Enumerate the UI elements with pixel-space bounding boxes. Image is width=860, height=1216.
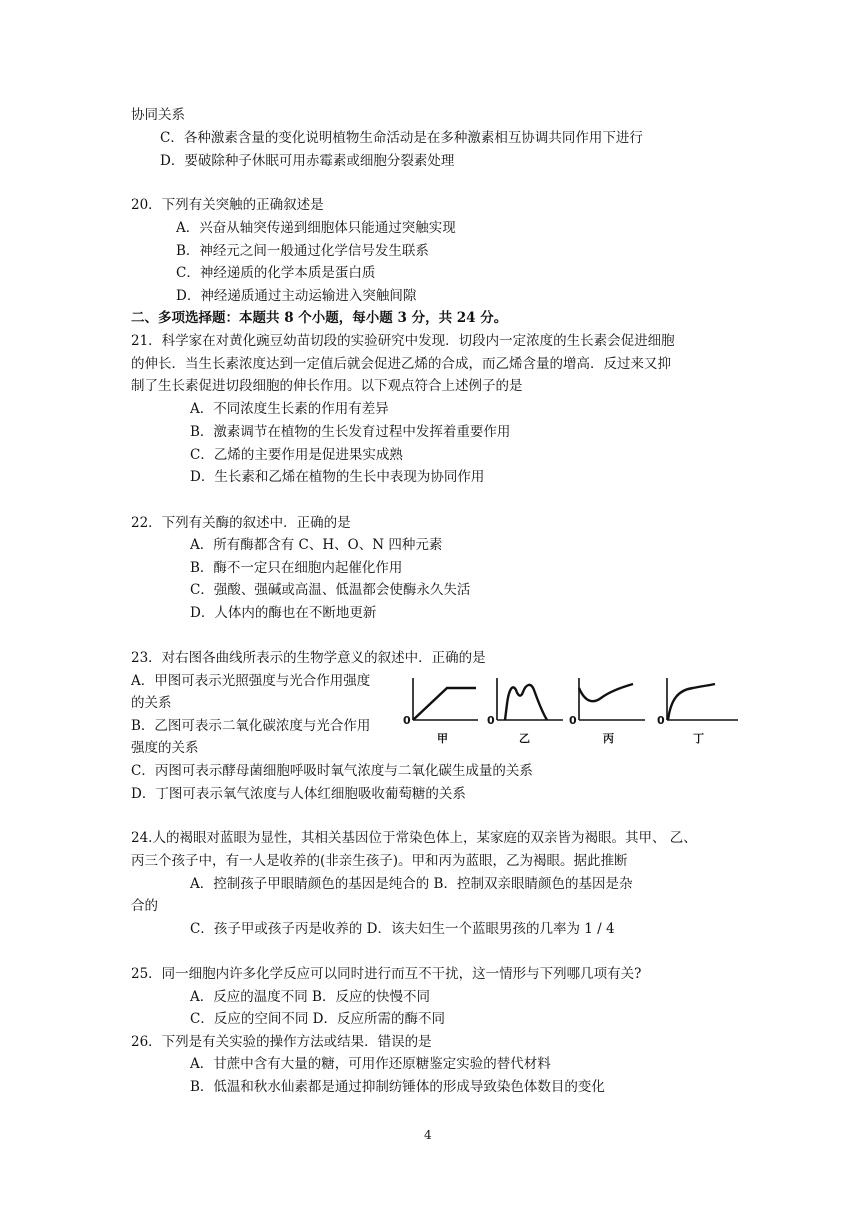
curve-ding xyxy=(668,684,715,720)
question-25: 25．同一细胞内许多化学反应可以同时进行而互不干扰，这一情形与下列哪几项有关? xyxy=(131,966,642,982)
question-22: 22．下列有关酶的叙述中．正确的是 xyxy=(131,515,351,531)
curve-jia xyxy=(413,688,476,720)
option-line: C．反应的空间不同 D．反应所需的酶不同 xyxy=(190,1011,445,1027)
option-line: B．神经元之间一般通过化学信号发生联系 xyxy=(176,243,429,259)
option-line: A．控制孩子甲眼睛颜色的基因是纯合的 B．控制双亲眼睛颜色的基因是杂 xyxy=(190,876,633,892)
option-line: C．孩子甲或孩子丙是收养的 D．该夫妇生一个蓝眼男孩的几率为 1 / 4 xyxy=(190,921,615,937)
option-line: B．酶不一定只在细胞内起催化作用 xyxy=(190,560,403,576)
option-line: D．人体内的酶也在不断地更新 xyxy=(190,605,377,621)
origin-label: 0 xyxy=(487,714,495,727)
option-line: 合的 xyxy=(131,898,158,914)
origin-label: 0 xyxy=(569,714,577,727)
question-21-cont: 制了生长素促进切段细胞的伸长作用。以下观点符合上述例子的是 xyxy=(131,378,523,394)
page-number: 4 xyxy=(424,1128,432,1142)
option-line: A．不同浓度生长素的作用有差异 xyxy=(190,401,389,417)
option-line: D．神经递质通过主动运输进入突触间隙 xyxy=(176,288,417,304)
question-23: 23．对右图各曲线所表示的生物学意义的叙述中．正确的是 xyxy=(131,650,486,666)
option-line: 的关系 xyxy=(131,695,172,711)
option-line: B．激素调节在植物的生长发育过程中发挥着重要作用 xyxy=(190,424,511,440)
option-line: C．丙图可表示酵母菌细胞呼吸时氧气浓度与二氧化碳生成量的关系 xyxy=(131,763,533,779)
origin-label: 0 xyxy=(403,714,411,727)
option-line: D．生长素和乙烯在植物的生长中表现为协同作用 xyxy=(190,469,485,485)
curve-yi xyxy=(505,685,547,720)
graph-label-bing: 丙 xyxy=(603,732,614,745)
option-line: A．所有酶都含有 C、H、O、N 四种元素 xyxy=(190,537,443,553)
option-line: B．乙图可表示二氧化碳浓度与光合作用 xyxy=(131,718,371,734)
text-line: 协同关系 xyxy=(131,107,185,123)
graph-bing xyxy=(579,678,645,720)
option-line: C．神经递质的化学本质是蛋白质 xyxy=(176,265,376,281)
option-line: A．甘蔗中含有大量的糖，可用作还原糖鉴定实验的替代材料 xyxy=(190,1056,551,1072)
question-24: 24.人的褐眼对蓝眼为显性，其相关基因位于常染色体上，某家庭的双亲皆为褐眼。其甲、 乙、 xyxy=(131,830,697,846)
option-line: A．反应的温度不同 B．反应的快慢不同 xyxy=(190,989,430,1005)
graph-jia xyxy=(413,678,478,720)
question-24-cont: 丙三个孩子中，有一人是收养的(非亲生孩子)。甲和丙为蓝眼，乙为褐眼。据此推断 xyxy=(131,853,628,869)
option-line: C．乙烯的主要作用是促进果实成熟 xyxy=(190,447,403,463)
curve-bing xyxy=(579,684,633,701)
curve-figures xyxy=(403,668,748,748)
section-heading: 二、多项选择题：本题共 8 个小题，每小题 3 分，共 24 分。 xyxy=(131,310,508,326)
option-line: C．强酸、强碱或高温、低温都会使酶永久失活 xyxy=(190,582,471,598)
curve-figures-svg xyxy=(403,668,748,748)
option-line: B．低温和秋水仙素都是通过抑制纺锤体的形成导致染色体数目的变化 xyxy=(190,1079,605,1095)
question-21: 21．科学家在对黄化豌豆幼苗切段的实验研究中发现．切段内一定浓度的生长素会促进细胞 xyxy=(131,333,675,349)
question-20: 20．下列有关突触的正确叙述是 xyxy=(131,197,324,213)
option-line: A．兴奋从轴突传递到细胞体只能通过突触实现 xyxy=(176,220,456,236)
graph-label-ding: 丁 xyxy=(693,732,704,745)
option-line: A．甲图可表示光照强度与光合作用强度 xyxy=(131,673,371,689)
option-line: D．要破除种子休眠可用赤霉素或细胞分裂素处理 xyxy=(160,153,455,169)
origin-label: 0 xyxy=(657,714,665,727)
question-26: 26．下列是有关实验的操作方法或结果．错误的是 xyxy=(131,1034,432,1050)
question-21-cont: 的伸长．当生长素浓度达到一定值后就会促进乙烯的合成，而乙烯含量的增高．反过来又抑 xyxy=(131,356,671,372)
option-line: D．丁图可表示氧气浓度与人体红细胞吸收葡萄糖的关系 xyxy=(131,786,466,802)
graph-label-yi: 乙 xyxy=(519,732,530,745)
graph-ding xyxy=(667,678,738,720)
option-line: 强度的关系 xyxy=(131,740,199,756)
option-line: C．各种激素含量的变化说明植物生命活动是在多种激素相互协调共同作用下进行 xyxy=(160,130,643,146)
graph-label-jia: 甲 xyxy=(437,732,448,745)
graph-yi xyxy=(497,678,563,720)
